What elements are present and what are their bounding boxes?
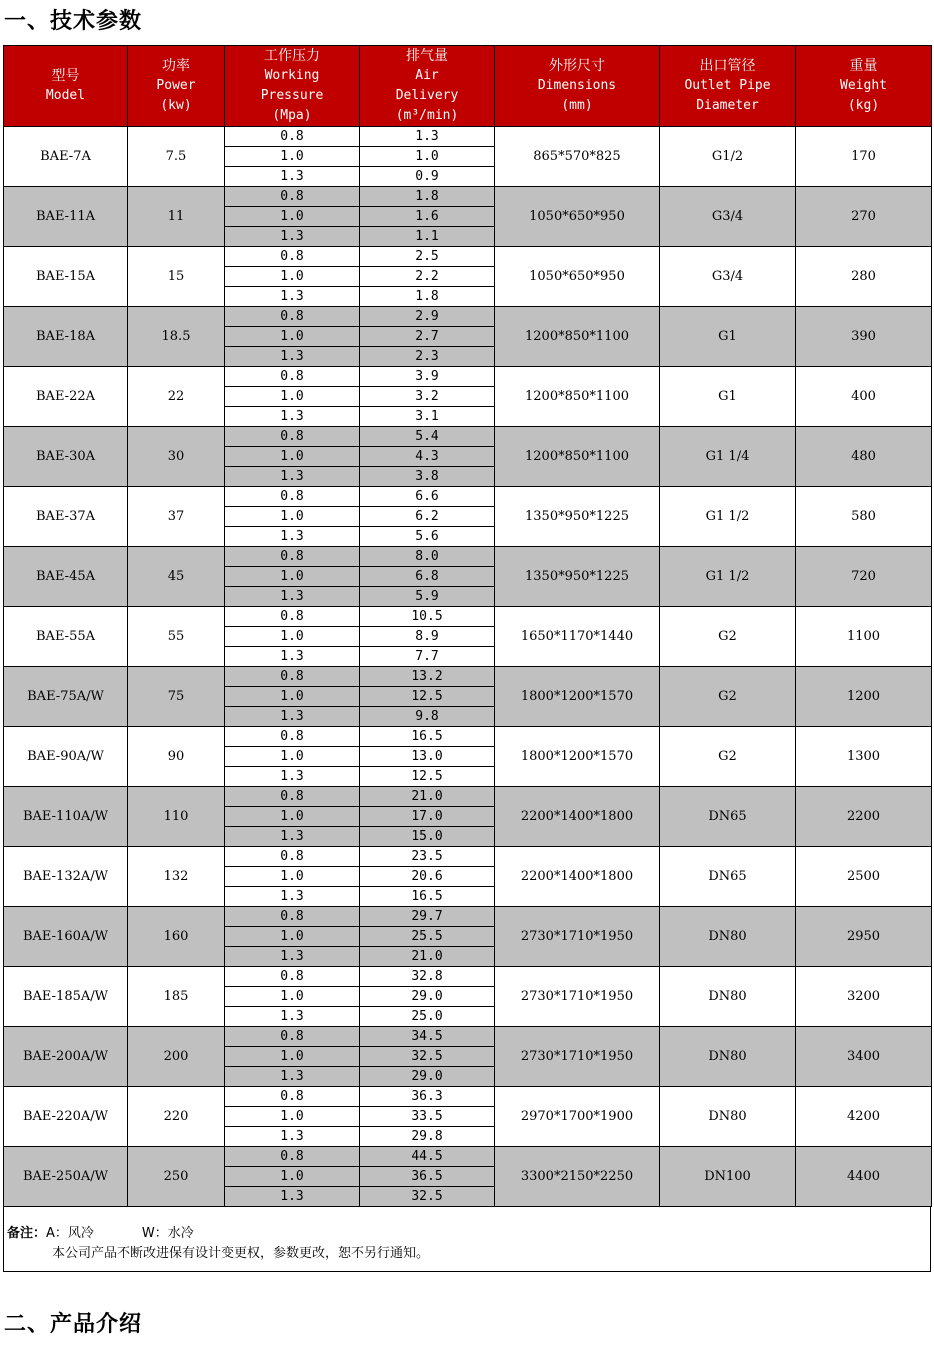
cell-pressure: 1.3 [225, 587, 360, 607]
cell-pressure: 1.0 [225, 1047, 360, 1067]
cell-delivery: 5.4 [360, 427, 495, 447]
cell-dimensions: 1200*850*1100 [495, 427, 660, 487]
cell-dimensions: 2730*1710*1950 [495, 1027, 660, 1087]
cell-delivery: 3.8 [360, 467, 495, 487]
cell-dimensions: 2730*1710*1950 [495, 907, 660, 967]
cell-power: 110 [128, 787, 225, 847]
cell-outlet: DN65 [660, 847, 796, 907]
table-row [4, 907, 932, 927]
cell-power: 75 [128, 667, 225, 727]
cell-pressure: 1.0 [225, 327, 360, 347]
cell-dimensions: 3300*2150*2250 [495, 1147, 660, 1207]
cell-pressure: 1.0 [225, 987, 360, 1007]
cell-pressure: 1.0 [225, 807, 360, 827]
cell-pressure: 0.8 [225, 547, 360, 567]
cell-pressure: 0.8 [225, 307, 360, 327]
cell-outlet: G1 1/4 [660, 427, 796, 487]
cell-model: BAE-220A/W [4, 1087, 128, 1147]
notes-box [3, 1206, 931, 1272]
cell-pressure: 1.3 [225, 647, 360, 667]
cell-model: BAE-90A/W [4, 727, 128, 787]
cell-dimensions: 2730*1710*1950 [495, 967, 660, 1027]
table-row [4, 487, 932, 507]
cell-pressure: 1.0 [225, 627, 360, 647]
cell-delivery: 29.8 [360, 1127, 495, 1147]
cell-delivery: 17.0 [360, 807, 495, 827]
cell-dimensions: 1350*950*1225 [495, 487, 660, 547]
cell-pressure: 0.8 [225, 427, 360, 447]
cell-model: BAE-7A [4, 127, 128, 187]
cell-outlet: G2 [660, 667, 796, 727]
cell-weight: 4200 [796, 1087, 932, 1147]
cell-power: 22 [128, 367, 225, 427]
cell-weight: 4400 [796, 1147, 932, 1207]
cell-delivery: 10.5 [360, 607, 495, 627]
cell-pressure: 1.0 [225, 207, 360, 227]
cell-model: BAE-160A/W [4, 907, 128, 967]
cell-weight: 390 [796, 307, 932, 367]
cell-model: BAE-37A [4, 487, 128, 547]
header-power: 功率 Power (kw) [128, 46, 225, 127]
cell-delivery: 20.6 [360, 867, 495, 887]
cell-delivery: 36.5 [360, 1167, 495, 1187]
cell-pressure: 1.0 [225, 1167, 360, 1187]
cell-model: BAE-75A/W [4, 667, 128, 727]
cell-delivery: 2.9 [360, 307, 495, 327]
cell-delivery: 13.0 [360, 747, 495, 767]
cell-model: BAE-250A/W [4, 1147, 128, 1207]
cell-outlet: DN80 [660, 967, 796, 1027]
notes-line-cooling [7, 1222, 194, 1241]
cell-delivery: 8.9 [360, 627, 495, 647]
cell-dimensions: 1050*650*950 [495, 247, 660, 307]
cell-pressure: 0.8 [225, 1027, 360, 1047]
cell-delivery: 3.9 [360, 367, 495, 387]
cell-pressure: 1.3 [225, 347, 360, 367]
cell-delivery: 12.5 [360, 687, 495, 707]
cell-pressure: 0.8 [225, 727, 360, 747]
cell-pressure: 1.3 [225, 527, 360, 547]
table-row [4, 367, 932, 387]
cell-delivery: 5.9 [360, 587, 495, 607]
cell-power: 220 [128, 1087, 225, 1147]
cell-pressure: 1.3 [225, 947, 360, 967]
cell-pressure: 0.8 [225, 1087, 360, 1107]
cell-outlet: DN80 [660, 907, 796, 967]
cell-outlet: G1/2 [660, 127, 796, 187]
cell-pressure: 0.8 [225, 847, 360, 867]
cell-delivery: 0.9 [360, 167, 495, 187]
cell-pressure: 0.8 [225, 607, 360, 627]
cell-pressure: 1.3 [225, 1067, 360, 1087]
cell-model: BAE-30A [4, 427, 128, 487]
cell-delivery: 3.1 [360, 407, 495, 427]
cell-outlet: G2 [660, 727, 796, 787]
cell-weight: 720 [796, 547, 932, 607]
cell-delivery: 5.6 [360, 527, 495, 547]
cell-weight: 1300 [796, 727, 932, 787]
cell-pressure: 0.8 [225, 367, 360, 387]
cell-delivery: 16.5 [360, 887, 495, 907]
cell-delivery: 21.0 [360, 947, 495, 967]
cell-model: BAE-45A [4, 547, 128, 607]
cell-delivery: 3.2 [360, 387, 495, 407]
cell-weight: 400 [796, 367, 932, 427]
cell-delivery: 32.8 [360, 967, 495, 987]
cell-power: 15 [128, 247, 225, 307]
table-row [4, 787, 932, 807]
cell-weight: 3400 [796, 1027, 932, 1087]
cell-delivery: 15.0 [360, 827, 495, 847]
header-pressure: 工作压力 Working Pressure (Mpa) [225, 46, 360, 127]
cell-pressure: 0.8 [225, 967, 360, 987]
cell-dimensions: 1200*850*1100 [495, 307, 660, 367]
cell-delivery: 7.7 [360, 647, 495, 667]
cell-model: BAE-11A [4, 187, 128, 247]
cell-pressure: 1.0 [225, 687, 360, 707]
cell-dimensions: 1650*1170*1440 [495, 607, 660, 667]
cell-outlet: G3/4 [660, 247, 796, 307]
cell-model: BAE-185A/W [4, 967, 128, 1027]
cell-delivery: 33.5 [360, 1107, 495, 1127]
cell-delivery: 23.5 [360, 847, 495, 867]
table-row [4, 967, 932, 987]
cell-pressure: 1.0 [225, 927, 360, 947]
table-row [4, 127, 932, 147]
cell-delivery: 2.3 [360, 347, 495, 367]
cell-pressure: 1.0 [225, 747, 360, 767]
cell-dimensions: 1800*1200*1570 [495, 667, 660, 727]
cell-weight: 3200 [796, 967, 932, 1027]
cell-pressure: 1.3 [225, 767, 360, 787]
cell-weight: 2500 [796, 847, 932, 907]
notes-water-cooled: W：水冷 [141, 1226, 194, 1241]
cell-delivery: 1.8 [360, 187, 495, 207]
spec-table [3, 45, 932, 1207]
cell-dimensions: 865*570*825 [495, 127, 660, 187]
cell-pressure: 1.3 [225, 407, 360, 427]
cell-pressure: 0.8 [225, 187, 360, 207]
table-row [4, 247, 932, 267]
cell-pressure: 1.0 [225, 447, 360, 467]
notes-air-cooled: A：风冷 [46, 1226, 94, 1241]
cell-delivery: 32.5 [360, 1047, 495, 1067]
table-row [4, 667, 932, 687]
cell-power: 132 [128, 847, 225, 907]
table-row [4, 847, 932, 867]
cell-delivery: 36.3 [360, 1087, 495, 1107]
cell-pressure: 1.3 [225, 1007, 360, 1027]
cell-weight: 2950 [796, 907, 932, 967]
cell-delivery: 8.0 [360, 547, 495, 567]
cell-outlet: DN80 [660, 1027, 796, 1087]
cell-delivery: 29.0 [360, 987, 495, 1007]
cell-model: BAE-110A/W [4, 787, 128, 847]
cell-pressure: 1.3 [225, 227, 360, 247]
cell-power: 185 [128, 967, 225, 1027]
table-row [4, 607, 932, 627]
notes-disclaimer: 本公司产品不断改进保有设计变更权，参数更改，恕不另行通知。 [52, 1246, 430, 1261]
cell-delivery: 29.0 [360, 1067, 495, 1087]
table-row [4, 1147, 932, 1167]
table-row [4, 187, 932, 207]
cell-pressure: 1.0 [225, 267, 360, 287]
cell-model: BAE-18A [4, 307, 128, 367]
cell-delivery: 2.2 [360, 267, 495, 287]
cell-weight: 270 [796, 187, 932, 247]
cell-pressure: 0.8 [225, 1147, 360, 1167]
cell-power: 55 [128, 607, 225, 667]
cell-power: 90 [128, 727, 225, 787]
cell-power: 11 [128, 187, 225, 247]
cell-pressure: 1.3 [225, 1127, 360, 1147]
cell-dimensions: 1800*1200*1570 [495, 727, 660, 787]
cell-weight: 580 [796, 487, 932, 547]
cell-pressure: 1.0 [225, 567, 360, 587]
cell-delivery: 1.0 [360, 147, 495, 167]
cell-dimensions: 1350*950*1225 [495, 547, 660, 607]
cell-weight: 480 [796, 427, 932, 487]
cell-pressure: 1.0 [225, 507, 360, 527]
cell-delivery: 2.5 [360, 247, 495, 267]
table-row [4, 1087, 932, 1107]
cell-pressure: 0.8 [225, 667, 360, 687]
cell-weight: 2200 [796, 787, 932, 847]
cell-pressure: 0.8 [225, 787, 360, 807]
cell-model: BAE-15A [4, 247, 128, 307]
cell-outlet: DN80 [660, 1087, 796, 1147]
cell-pressure: 1.3 [225, 707, 360, 727]
header-model: 型号 Model [4, 46, 128, 127]
notes-label: 备注： [7, 1226, 47, 1241]
cell-outlet: G3/4 [660, 187, 796, 247]
cell-delivery: 1.3 [360, 127, 495, 147]
cell-delivery: 6.6 [360, 487, 495, 507]
cell-dimensions: 2200*1400*1800 [495, 787, 660, 847]
table-row [4, 427, 932, 447]
cell-weight: 280 [796, 247, 932, 307]
cell-delivery: 1.1 [360, 227, 495, 247]
cell-delivery: 13.2 [360, 667, 495, 687]
table-row [4, 727, 932, 747]
section-title-specs: 一、技术参数 [4, 9, 143, 34]
cell-power: 160 [128, 907, 225, 967]
cell-weight: 170 [796, 127, 932, 187]
header-dimensions: 外形尺寸 Dimensions (mm) [495, 46, 660, 127]
cell-delivery: 9.8 [360, 707, 495, 727]
cell-dimensions: 2200*1400*1800 [495, 847, 660, 907]
cell-pressure: 1.0 [225, 1107, 360, 1127]
table-header-row [4, 46, 932, 127]
cell-pressure: 0.8 [225, 487, 360, 507]
cell-dimensions: 1050*650*950 [495, 187, 660, 247]
cell-pressure: 0.8 [225, 907, 360, 927]
cell-pressure: 1.3 [225, 467, 360, 487]
cell-pressure: 1.3 [225, 287, 360, 307]
cell-delivery: 6.8 [360, 567, 495, 587]
cell-delivery: 6.2 [360, 507, 495, 527]
cell-delivery: 25.0 [360, 1007, 495, 1027]
cell-power: 7.5 [128, 127, 225, 187]
header-delivery: 排气量 Air Delivery (m³/min) [360, 46, 495, 127]
cell-dimensions: 2970*1700*1900 [495, 1087, 660, 1147]
cell-model: BAE-55A [4, 607, 128, 667]
cell-weight: 1100 [796, 607, 932, 667]
cell-pressure: 1.3 [225, 887, 360, 907]
cell-delivery: 12.5 [360, 767, 495, 787]
cell-power: 37 [128, 487, 225, 547]
cell-power: 18.5 [128, 307, 225, 367]
cell-model: BAE-200A/W [4, 1027, 128, 1087]
cell-pressure: 0.8 [225, 247, 360, 267]
cell-outlet: G1 1/2 [660, 487, 796, 547]
cell-delivery: 32.5 [360, 1187, 495, 1207]
cell-power: 45 [128, 547, 225, 607]
table-row [4, 547, 932, 567]
cell-delivery: 1.8 [360, 287, 495, 307]
cell-outlet: G1 [660, 307, 796, 367]
cell-model: BAE-22A [4, 367, 128, 427]
cell-pressure: 1.3 [225, 1187, 360, 1207]
header-weight: 重量 Weight (kg) [796, 46, 932, 127]
cell-delivery: 4.3 [360, 447, 495, 467]
cell-pressure: 1.3 [225, 167, 360, 187]
cell-outlet: G1 [660, 367, 796, 427]
section-title-intro: 二、产品介绍 [4, 1312, 143, 1337]
cell-delivery: 21.0 [360, 787, 495, 807]
cell-dimensions: 1200*850*1100 [495, 367, 660, 427]
cell-delivery: 16.5 [360, 727, 495, 747]
cell-power: 250 [128, 1147, 225, 1207]
cell-pressure: 0.8 [225, 127, 360, 147]
table-row [4, 1027, 932, 1047]
cell-outlet: DN65 [660, 787, 796, 847]
table-row [4, 307, 932, 327]
cell-delivery: 2.7 [360, 327, 495, 347]
cell-delivery: 44.5 [360, 1147, 495, 1167]
cell-outlet: G1 1/2 [660, 547, 796, 607]
cell-delivery: 29.7 [360, 907, 495, 927]
cell-pressure: 1.0 [225, 867, 360, 887]
cell-pressure: 1.3 [225, 827, 360, 847]
cell-power: 30 [128, 427, 225, 487]
cell-pressure: 1.0 [225, 147, 360, 167]
cell-outlet: DN100 [660, 1147, 796, 1207]
header-outlet: 出口管径 Outlet Pipe Diameter [660, 46, 796, 127]
cell-model: BAE-132A/W [4, 847, 128, 907]
cell-pressure: 1.0 [225, 387, 360, 407]
cell-outlet: G2 [660, 607, 796, 667]
cell-delivery: 1.6 [360, 207, 495, 227]
cell-weight: 1200 [796, 667, 932, 727]
cell-delivery: 25.5 [360, 927, 495, 947]
cell-delivery: 34.5 [360, 1027, 495, 1047]
cell-power: 200 [128, 1027, 225, 1087]
